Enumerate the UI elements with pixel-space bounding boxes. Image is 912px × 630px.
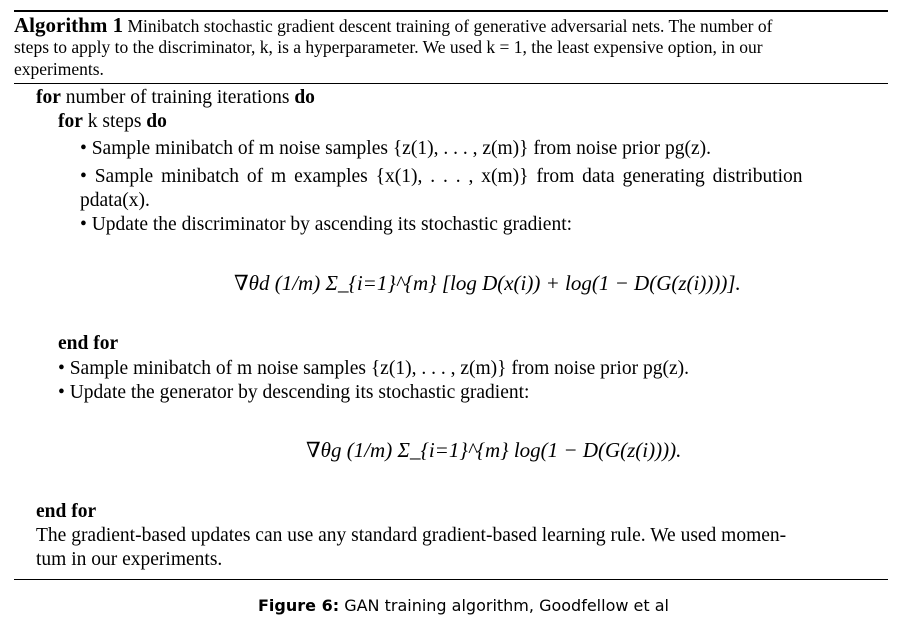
step-text: Sample minibatch of m noise samples {z(1), . . . , z(m)} from noise prior pg(z). — [69, 358, 689, 379]
outer-for-line — [36, 88, 315, 108]
algorithm-label: Algorithm 1 — [14, 13, 124, 37]
figure-caption — [258, 596, 669, 615]
caption-line-2: steps to apply to the discriminator, k, is a hyperparameter. We used k = 1, the least expensive option, in our — [14, 37, 763, 57]
inner-end-for — [58, 334, 118, 354]
outer-for-text: number of training iterations — [65, 87, 290, 108]
bottom-rule — [14, 579, 888, 580]
figure-caption-text: GAN training algorithm, Goodfellow et al — [344, 596, 669, 615]
top-rule — [14, 10, 888, 12]
bullet: • — [58, 358, 65, 379]
for-keyword: for — [36, 87, 61, 108]
inner-for-line — [58, 112, 167, 132]
note-line-2: tum in our experiments. — [36, 549, 223, 570]
inner-for-text: k steps — [87, 111, 142, 132]
step-text: Update the generator by descending its stochastic gradient: — [69, 382, 530, 403]
step-sample-noise-discriminator — [80, 139, 711, 159]
step-sample-noise-generator — [58, 359, 689, 379]
step-sample-examples — [80, 167, 803, 187]
note-line-1: The gradient-based updates can use any standard gradient-based learning rule. We used momen- — [36, 525, 787, 546]
do-keyword: do — [294, 87, 315, 108]
figure-label: Figure 6: — [258, 596, 340, 615]
step-sample-examples-cont: pdata(x). — [80, 190, 150, 211]
bullet: • — [80, 138, 87, 159]
bullet: • — [80, 214, 87, 235]
equation-generator-gradient: ∇θg (1/m) Σ_{i=1}^{m} log(1 − D(G(z(i)))). — [306, 438, 682, 462]
do-keyword: do — [146, 111, 167, 132]
step-update-discriminator — [80, 215, 572, 235]
step-update-generator — [58, 383, 529, 403]
caption-line-3: experiments. — [14, 59, 104, 79]
for-keyword: for — [58, 111, 83, 132]
bullet: • — [58, 382, 65, 403]
equation-discriminator-gradient: ∇θd (1/m) Σ_{i=1}^{m} [log D(x(i)) + log(1 − D(G(z(i))))]. — [234, 271, 741, 295]
step-text: Update the discriminator by ascending its stochastic gradient: — [91, 214, 573, 235]
end-for-keyword: end for — [58, 333, 119, 354]
header-rule — [14, 83, 888, 84]
step-text: Sample minibatch of m examples {x(1), . . . , x(m)} from data generating distribution — [94, 166, 803, 187]
bullet: • — [80, 166, 87, 187]
end-for-keyword: end for — [36, 501, 97, 522]
outer-end-for — [36, 502, 96, 522]
step-text: Sample minibatch of m noise samples {z(1), . . . , z(m)} from noise prior pg(z). — [91, 138, 711, 159]
algorithm-caption — [14, 15, 772, 36]
caption-line-1: Minibatch stochastic gradient descent training of generative adversarial nets. The number of — [127, 16, 773, 36]
